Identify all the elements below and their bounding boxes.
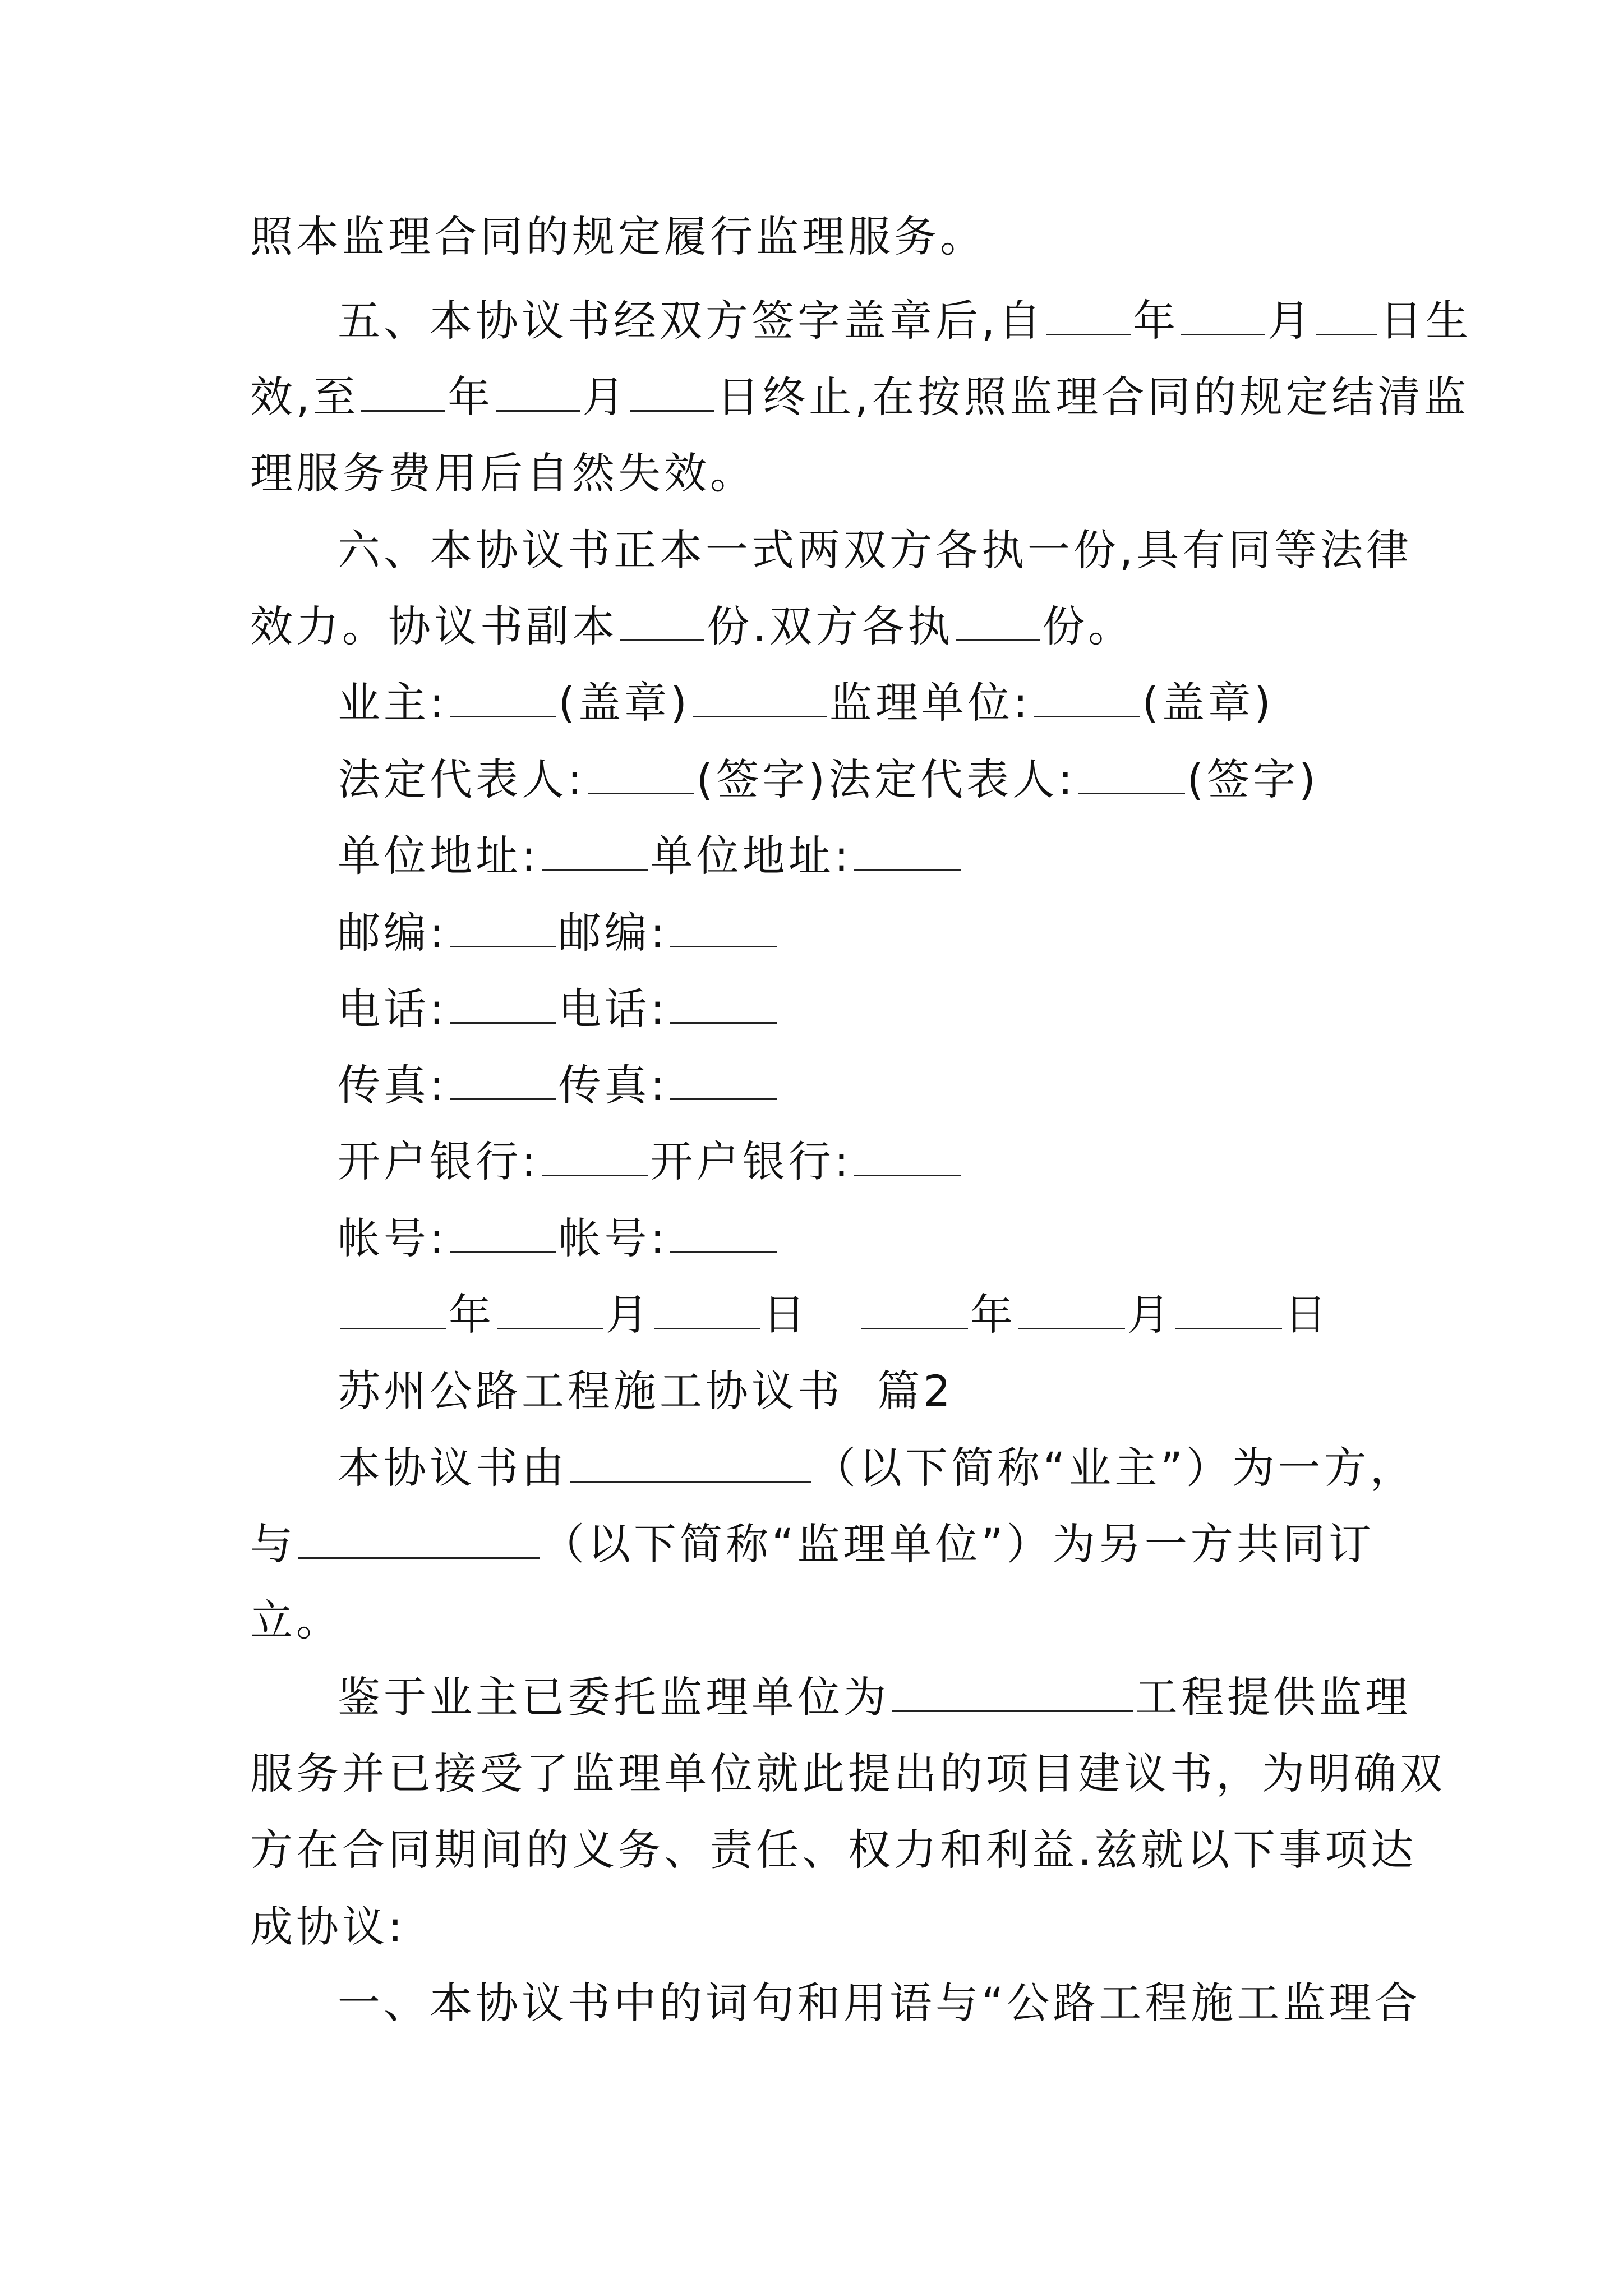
section-heading: 苏州公路工程施工协议书 篇2: [338, 1366, 954, 1416]
blank-line: [670, 1066, 777, 1100]
postcode-line: 邮编: 邮编:: [338, 912, 779, 954]
blank-line: [854, 1142, 961, 1176]
blank-line: [450, 1219, 556, 1253]
blank-line: [1018, 1295, 1125, 1329]
text-line: 照本监理合同的规定履行监理服务。: [250, 211, 986, 261]
blank-line: [670, 990, 777, 1024]
blank-line: [496, 378, 580, 412]
text-line: 理服务费用后自然失效。: [250, 448, 756, 498]
blank-line: [570, 1448, 811, 1483]
blank-line: [542, 836, 648, 871]
blank-line: [588, 760, 694, 794]
signature-owner-line: 业主: (盖章) 监理单位: (盖章): [338, 678, 1274, 728]
blank-line: [693, 683, 827, 717]
text-line: 效力。协议书副本 份.双方各执 份。: [250, 601, 1135, 651]
blank-line: [1078, 760, 1185, 794]
text-line: 效,至 年 月 日终止,在按照监理合同的规定结清监: [250, 372, 1470, 422]
blank-line: [450, 913, 556, 947]
blank-line: [1046, 301, 1131, 335]
text-line: 本协议书由 （以下简称“业主”）为一方，: [338, 1443, 1416, 1493]
blank-line: [1316, 301, 1377, 335]
text-line: 服务并已接受了监理单位就此提出的项目建议书，为明确双: [250, 1749, 1446, 1798]
blank-line: [630, 378, 714, 412]
blank-line: [1181, 301, 1265, 335]
blank-line: [892, 1678, 1133, 1712]
blank-line: [450, 990, 556, 1024]
blank-line: [956, 607, 1040, 641]
blank-line: [861, 1295, 968, 1329]
blank-line: [298, 1525, 540, 1559]
account-line: 帐号: 帐号:: [338, 1217, 779, 1260]
blank-line: [854, 836, 961, 871]
clause-six: 六、本协议书正本一式两双方各执一份,具有同等法律: [338, 525, 1413, 575]
blank-line: [450, 1066, 556, 1100]
fax-line: 传真: 传真:: [338, 1064, 779, 1107]
text-line: 鉴于业主已委托监理单位为 工程提供监理: [338, 1672, 1411, 1722]
bank-line: 开户银行: 开户银行:: [338, 1140, 963, 1183]
blank-line: [450, 683, 556, 717]
phone-line: 电话: 电话:: [338, 988, 779, 1030]
blank-line: [1034, 683, 1140, 717]
address-line: 单位地址: 单位地址:: [338, 835, 963, 877]
text-line: 成协议:: [250, 1902, 406, 1952]
text-line: 立。: [250, 1595, 342, 1645]
blank-line: [361, 378, 445, 412]
blank-line: [340, 1295, 446, 1329]
blank-line: [542, 1142, 648, 1176]
text-line: 一、本协议书中的词句和用语与“公路工程施工监理合: [338, 1978, 1421, 2028]
blank-line: [497, 1295, 603, 1329]
text-line: 与 （以下简称“监理单位”）为另一方共同订: [250, 1519, 1375, 1569]
blank-line: [654, 1295, 760, 1329]
clause-five: 五、本协议书经双方签字盖章后,自 年 月 日生: [338, 296, 1472, 346]
blank-line: [670, 1219, 777, 1253]
legal-rep-line: 法定代表人: (签字)法定代表人: (签字): [338, 754, 1319, 804]
date-line: 年 月 日 年 月 日: [338, 1294, 1330, 1336]
text-line: 方在合同期间的义务、责任、权力和利益.兹就以下事项达: [250, 1825, 1417, 1875]
blank-line: [620, 607, 704, 641]
blank-line: [670, 913, 777, 947]
blank-line: [1175, 1295, 1282, 1329]
